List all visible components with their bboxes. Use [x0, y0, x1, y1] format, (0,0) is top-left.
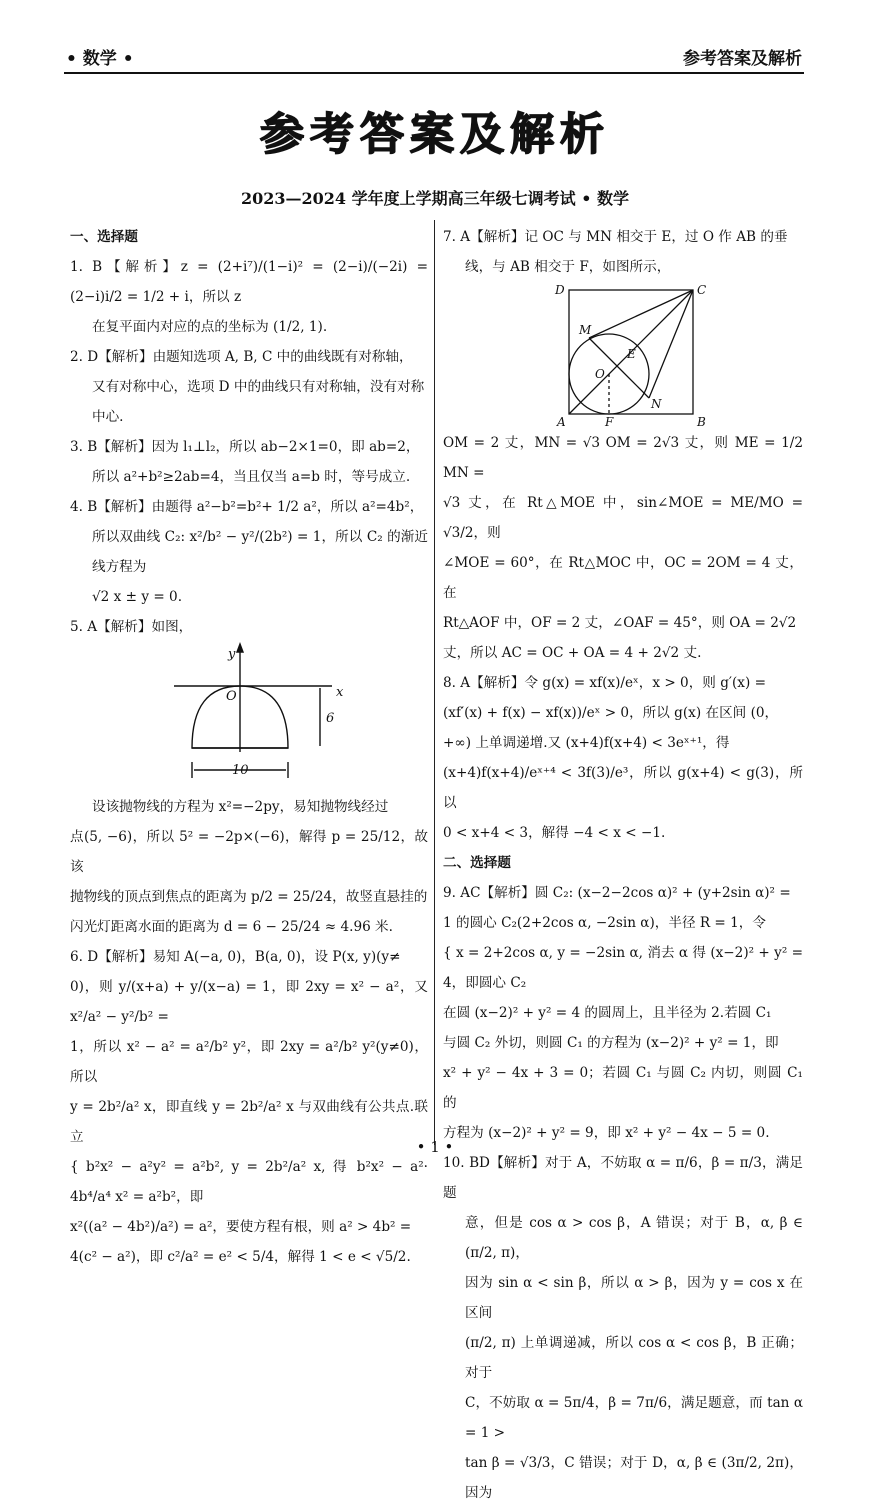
- answer-line: 3. B【解析】因为 l₁⊥l₂，所以 ab−2×1=0，即 ab=2，: [70, 439, 420, 455]
- parabola-figure: [70, 642, 428, 792]
- answer-line: x²((a² − 4b²)/a²) = a²，要使方程有根，则 a² > 4b² =: [70, 1219, 412, 1235]
- fig1-label: x: [336, 685, 344, 700]
- fig1-label: 10: [232, 763, 249, 778]
- answer-line: tan β = √3/3，C 错误；对于 D，α, β ∈ (3π/2, 2π)，因为: [465, 1455, 803, 1501]
- answer-line: (x+4)f(x+4)/eˣ⁺⁴ < 3f(3)/e³，所以 g(x+4) < g(3)，所以: [443, 765, 803, 811]
- answer-line: 6. D【解析】易知 A(−a, 0)，B(a, 0)，设 P(x, y)(y≠: [70, 949, 401, 965]
- answer-line: 2. D【解析】由题知选项 A, B, C 中的曲线既有对称轴，: [70, 349, 413, 365]
- page-title: 参考答案及解析: [260, 109, 610, 160]
- answer-line: 线，与 AB 相交于 F，如图所示，: [465, 259, 671, 275]
- answer-line: Rt△AOF 中，OF = 2 丈，∠OAF = 45°，则 OA = 2√2: [443, 615, 797, 631]
- header-section: 参考答案及解析: [683, 49, 802, 69]
- answer-line: (xf′(x) + f(x) − xf(x))/eˣ > 0，所以 g(x) 在区间 (0，: [443, 705, 779, 721]
- fig2-label: M: [579, 323, 592, 337]
- answer-line: 9. AC【解析】圆 C₂: (x−2−2cos α)² + (y+2sin α)² =: [443, 885, 791, 901]
- fig2-label: D: [555, 283, 565, 297]
- answer-line: 方程为 (x−2)² + y² = 9，即 x² + y² − 4x − 5 = 0.: [443, 1125, 770, 1141]
- fig2-label: O: [595, 367, 605, 381]
- answer-line: 8. A【解析】令 g(x) = xf(x)/eˣ，x > 0，则 g′(x) =: [443, 675, 766, 691]
- answer-line: { x = 2+2cos α, y = −2sin α, 消去 α 得 (x−2)² + y² = 4，即圆心 C₂: [443, 945, 803, 991]
- fig2-label: C: [697, 283, 707, 297]
- answer-line: 设该抛物线的方程为 x²=−2py，易知抛物线经过: [92, 799, 389, 815]
- page-number: • 1 •: [416, 1138, 454, 1156]
- answer-line: 4. B【解析】由题得 a²−b²=b²+ 1/2 a²，所以 a²=4b²，: [70, 499, 424, 515]
- answer-line: 所以 a²+b²≥2ab=4，当且仅当 a=b 时，等号成立.: [92, 469, 411, 485]
- answer-line: √2 x ± y = 0.: [92, 589, 183, 605]
- answer-line: y = 2b²/a² x，即直线 y = 2b²/a² x 与双曲线有公共点.联立: [70, 1099, 428, 1145]
- right-column: [443, 222, 803, 1508]
- answer-line: 与圆 C₂ 外切，则圆 C₁ 的方程为 (x−2)² + y² = 1，即: [443, 1035, 779, 1051]
- answer-line: 闪光灯距离水面的距离为 d = 6 − 25/24 ≈ 4.96 米.: [70, 919, 393, 935]
- header-subject: • 数学 •: [66, 49, 134, 69]
- answer-line: +∞) 上单调递增.又 (x+4)f(x+4) < 3eˣ⁺¹，得: [443, 735, 730, 751]
- answer-line: (π/2, π) 上单调递减，所以 cos α < cos β，B 正确；对于: [465, 1335, 803, 1381]
- answer-line: 5. A【解析】如图，: [70, 619, 193, 635]
- fig2-label: N: [651, 397, 662, 411]
- answer-line: 1，所以 x² − a² = a²/b² y²，即 2xy = a²/b² y²(y≠0)，所以: [70, 1039, 428, 1085]
- answer-line: 0 < x+4 < 3，解得 −4 < x < −1.: [443, 825, 666, 841]
- answer-line: 在复平面内对应的点的坐标为 (1/2, 1).: [92, 319, 328, 335]
- left-column: [70, 222, 428, 1272]
- answer-line: 又有对称中心，选项 D 中的曲线只有对称轴，没有对称: [92, 379, 425, 395]
- tangent-cm: [589, 290, 693, 338]
- fig2-label: F: [605, 415, 614, 428]
- answer-line: ∠MOE = 60°，在 Rt△MOC 中，OC = 2OM = 4 丈，在: [443, 555, 803, 601]
- y-axis-arrow: [237, 644, 243, 652]
- answer-line: x² + y² − 4x + 3 = 0；若圆 C₁ 与圆 C₂ 内切，则圆 C₁ 的: [443, 1065, 803, 1111]
- answer-line: 点(5, −6)，所以 5² = −2p×(−6)，解得 p = 25/12，故该: [70, 829, 428, 875]
- fig1-label: y: [228, 647, 236, 662]
- column-divider: [434, 220, 435, 1145]
- answer-line: 因为 sin α < sin β，所以 α > β，因为 y = cos x 在区间: [465, 1275, 803, 1321]
- answer-line: 丈，所以 AC = OC + OA = 4 + 2√2 丈.: [443, 645, 702, 661]
- fig2-label: B: [697, 415, 706, 428]
- answer-line: 所以双曲线 C₂: x²/b² − y²/(2b²) = 1，所以 C₂ 的渐近线方程为: [92, 529, 428, 575]
- answer-line: √3 丈，在 Rt△MOE 中，sin∠MOE = ME/MO = √3/2，则: [443, 495, 803, 541]
- section-heading: 一、选择题: [70, 229, 138, 245]
- answer-line: 0)，则 y/(x+a) + y/(x−a) = 1，即 2xy = x² − a²，又 x²/a² − y²/b² =: [70, 979, 428, 1025]
- fig2-label: A: [557, 415, 566, 428]
- fig1-label: 6: [326, 711, 335, 726]
- section-heading: 二、选择题: [443, 855, 511, 871]
- header-rule: [64, 72, 804, 74]
- answer-line: 1. B【解析】z = (2+i⁷)/(1−i)² = (2−i)/(−2i) = (2−i)i/2 = 1/2 + i，所以 z: [70, 259, 428, 305]
- answer-line: 1 的圆心 C₂(2+2cos α, −2sin α)，半径 R = 1，令: [443, 915, 766, 931]
- fig2-label: E: [627, 347, 636, 361]
- answer-line: 意，但是 cos α > cos β，A 错误；对于 B，α, β ∈ (π/2, π)，: [465, 1215, 803, 1261]
- answer-line: 中心.: [92, 409, 124, 425]
- tangent-cn: [649, 290, 693, 398]
- answer-line: 4(c² − a²)，即 c²/a² = e² < 5/4，解得 1 < e < √5/2.: [70, 1249, 411, 1265]
- answer-line: 抛物线的顶点到焦点的距离为 p/2 = 25/24，故竖直悬挂的: [70, 889, 428, 905]
- answer-line: 在圆 (x−2)² + y² = 4 的圆周上，且半径为 2.若圆 C₁: [443, 1005, 772, 1021]
- answer-line: { b²x² − a²y² = a²b², y = 2b²/a² x, 得 b²x² − a²· 4b⁴/a⁴ x² = a²b²，即: [70, 1159, 428, 1205]
- square-circle-figure: [443, 282, 803, 428]
- fig1-label: O: [226, 689, 237, 704]
- answer-line: 10. BD【解析】对于 A，不妨取 α = π/6，β = π/3，满足题: [443, 1155, 803, 1201]
- answer-line: OM = 2 丈，MN = √3 OM = 2√3 丈，则 ME = 1/2 MN =: [443, 435, 803, 481]
- answer-line: 7. A【解析】记 OC 与 MN 相交于 E，过 O 作 AB 的垂: [443, 229, 788, 245]
- exam-subtitle: 2023—2024 学年度上学期高三年级七调考试 • 数学: [240, 189, 629, 208]
- answer-line: C，不妨取 α = 5π/4，β = 7π/6，满足题意，而 tan α = 1 >: [465, 1395, 803, 1441]
